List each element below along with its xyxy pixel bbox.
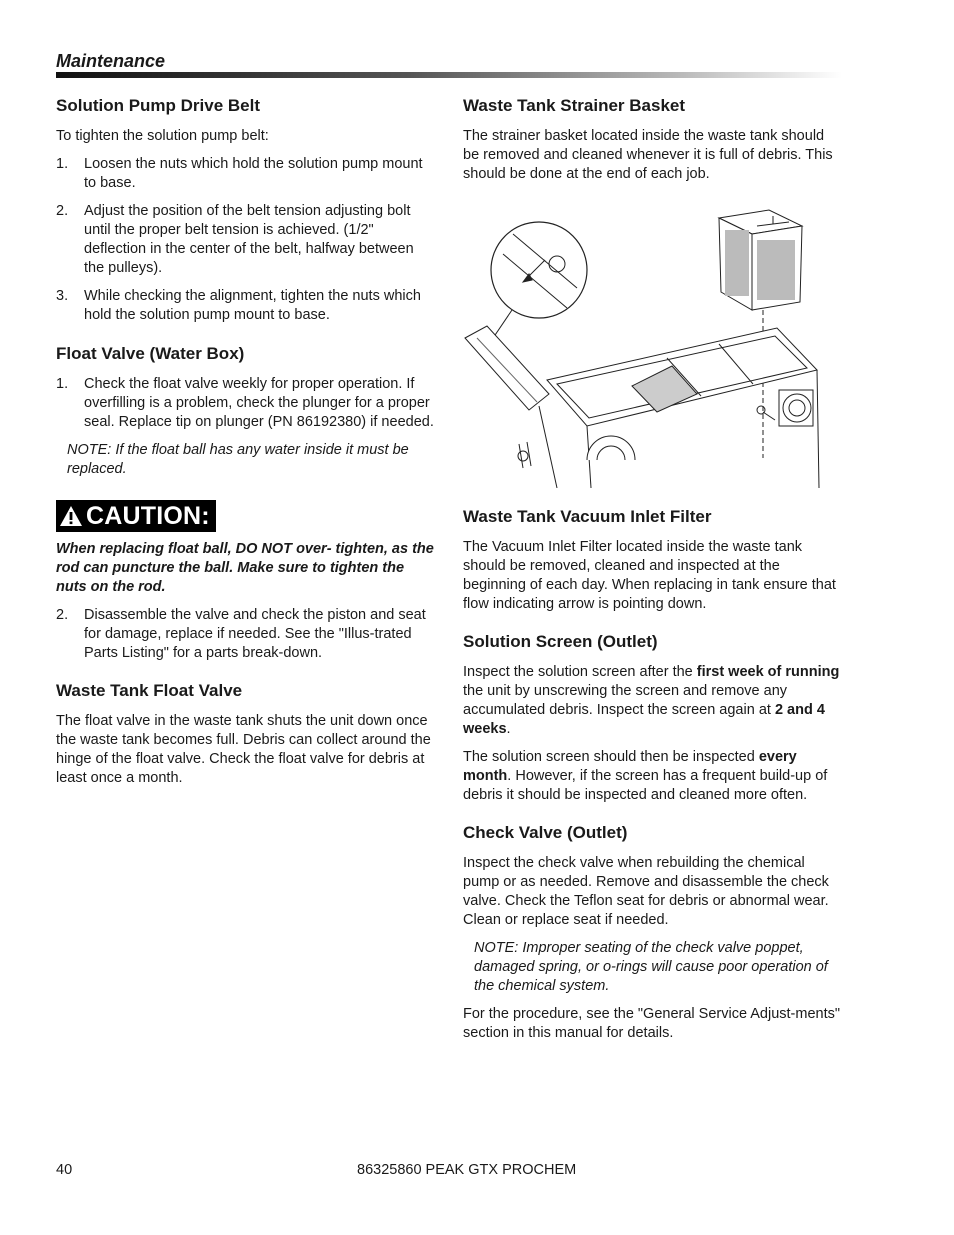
caution-label: CAUTION: xyxy=(86,501,210,530)
solution-screen-p2: The solution screen should then be inspected every month. However, if the screen has a frequent build-up of debris it should be inspected and cleaned more often. xyxy=(463,749,828,803)
pump-belt-steps xyxy=(56,155,434,325)
strainer-text: The strainer basket located inside the waste tank should be removed and cleaned whenever it is full of debris. This should be done at the end of each job. xyxy=(463,128,833,182)
float-valve-section xyxy=(56,343,434,663)
header-rule xyxy=(56,72,842,78)
step-item: 3. While checking the alignment, tighten the nuts which hold the solution pump mount to base. xyxy=(56,288,421,323)
page-number: 40 xyxy=(56,1162,73,1178)
float-valve-steps-cont xyxy=(56,606,434,663)
check-valve-note: NOTE: Improper seating of the check valve poppet, damaged spring, or o-rings will cause poor operation of the chemical system. xyxy=(474,940,828,994)
waste-float-section xyxy=(56,680,434,788)
caution-text: When replacing float ball, DO NOT over- tighten, as the rod can puncture the ball. Make sure to tighten the nuts on the rod. xyxy=(56,541,434,595)
page-header xyxy=(56,50,842,80)
caution-badge xyxy=(56,500,216,532)
waste-float-text: The float valve in the waste tank shuts the unit down once the waste tank becomes full. Debris can collect around the hinge of the float valve. Check the float valve for debris at least once a month. xyxy=(56,713,431,786)
warning-triangle-icon xyxy=(59,505,83,527)
strainer-heading: Waste Tank Strainer Basket xyxy=(463,96,686,115)
waste-tank-illustration xyxy=(457,198,835,488)
solution-screen-section xyxy=(463,631,841,805)
step-item: 2. Disassemble the valve and check the piston and seat for damage, replace if needed. See the "Illus-trated Parts Listing" for a parts break-down. xyxy=(56,607,426,661)
document-id: 86325860 PEAK GTX PROCHEM xyxy=(357,1162,577,1178)
waste-float-heading: Waste Tank Float Valve xyxy=(56,681,243,700)
inlet-filter-heading: Waste Tank Vacuum Inlet Filter xyxy=(463,507,712,526)
step-item: 1. Check the float valve weekly for proper operation. If overfilling is a problem, check the plunger for a proper seal. Replace tip on plunger (PN 86192380) if needed. xyxy=(56,376,434,430)
check-valve-procedure: For the procedure, see the "General Service Adjust-ments" section in this manual for details. xyxy=(463,1006,841,1041)
left-column xyxy=(56,95,434,797)
section-title: Maintenance xyxy=(56,51,166,71)
float-valve-steps xyxy=(56,375,434,432)
pump-belt-heading: Solution Pump Drive Belt xyxy=(56,96,261,115)
check-valve-text: Inspect the check valve when rebuilding the chemical pump or as needed. Remove and disassemble the check valve. Check the Teflon seat for debris or abnormal wear. Clean or replace seat if needed. xyxy=(463,855,829,928)
check-valve-section xyxy=(463,822,841,1043)
pump-belt-intro: To tighten the solution pump belt: xyxy=(56,128,269,144)
solution-screen-p1: Inspect the solution screen after the first week of running the unit by unscrewing the screen and remove any accumulated debris. Inspect the screen again at 2 and 4 weeks. xyxy=(463,664,840,737)
step-item: 2. Adjust the position of the belt tension adjusting bolt until the proper belt tension is achieved. (1/2" deflection in the center of the belt, halfway between the pulleys). xyxy=(56,203,414,276)
solution-screen-heading: Solution Screen (Outlet) xyxy=(463,632,658,651)
strainer-section xyxy=(463,95,841,184)
float-ball-note: NOTE: If the float ball has any water inside it must be replaced. xyxy=(67,442,409,477)
inlet-filter-text: The Vacuum Inlet Filter located inside the waste tank should be removed, cleaned and inspected at the beginning of each day. When replacing in tank ensure that flow indicating arrow is pointing down. xyxy=(463,539,836,612)
check-valve-heading: Check Valve (Outlet) xyxy=(463,823,628,842)
inlet-filter-section xyxy=(463,506,841,614)
right-column xyxy=(463,95,841,1052)
float-valve-heading: Float Valve (Water Box) xyxy=(56,344,245,363)
pump-belt-section xyxy=(56,95,434,325)
step-item: 1. Loosen the nuts which hold the solution pump mount to base. xyxy=(56,156,423,191)
